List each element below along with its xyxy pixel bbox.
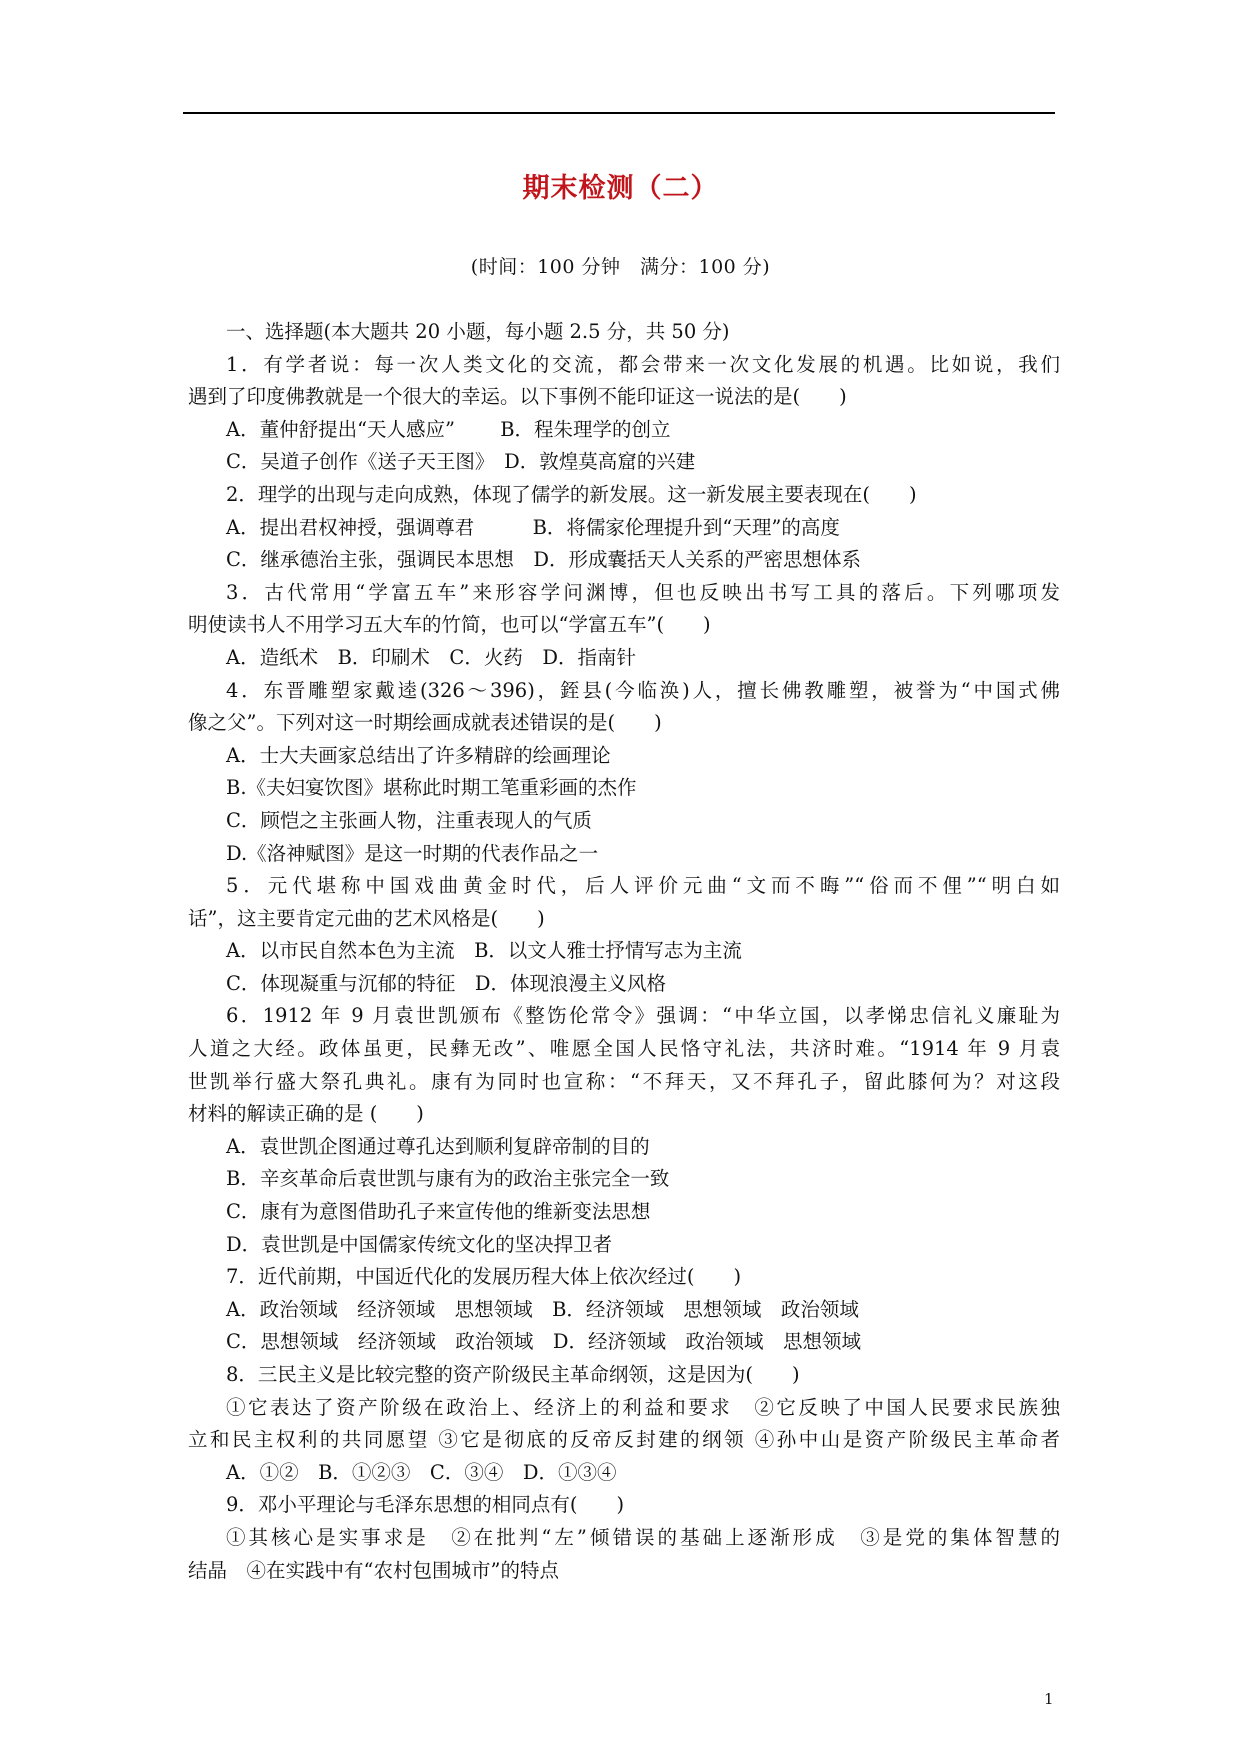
text-line: A．提出君权神授，强调尊君 B．将儒家伦理提升到“天理”的高度 [226, 515, 840, 539]
text-line: 材料的解读正确的是 ( ) [188, 1102, 424, 1126]
text-line: A．士大夫画家总结出了许多精辟的绘画理论 [226, 743, 611, 767]
text-line: C．体现凝重与沉郁的特征 D．体现浪漫主义风格 [226, 971, 667, 995]
page-title: 期末检测（二） [522, 173, 719, 204]
text-line: ①其核心是实事求是 ②在批判“左”倾错误的基础上逐渐形成 ③是党的集体智慧的 [226, 1525, 1060, 1549]
text-line: 9．邓小平理论与毛泽东思想的相同点有( ) [226, 1493, 625, 1517]
question-body [188, 316, 1060, 1587]
text-line: 话”，这主要肯定元曲的艺术风格是( ) [188, 906, 545, 930]
text-line: A．董仲舒提出“天人感应” B．程朱理学的创立 [226, 417, 671, 441]
text-line: 结晶 ④在实践中有“农村包围城市”的特点 [188, 1558, 559, 1582]
text-line: 像之父”。下列对这一时期绘画成就表述错误的是( ) [188, 711, 662, 735]
text-line: A．以市民自然本色为主流 B．以文人雅士抒情写志为主流 [226, 939, 742, 963]
text-line: 世凯举行盛大祭孔典礼。康有为同时也宣称：“不拜天，又不拜孔子，留此膝何为？对这段 [188, 1069, 1060, 1093]
text-line: A．政治领域 经济领域 思想领域 B．经济领域 思想领域 政治领域 [226, 1297, 859, 1321]
text-line: D.《洛神赋图》是这一时期的代表作品之一 [226, 841, 599, 865]
text-line: 一、选择题(本大题共 20 小题，每小题 2.5 分，共 50 分) [226, 320, 730, 343]
text-line: C．吴道子创作《送子天王图》 D．敦煌莫高窟的兴建 [226, 450, 696, 474]
text-line: ①它表达了资产阶级在政治上、经济上的利益和要求 ②它反映了中国人民要求民族独 [226, 1395, 1060, 1419]
text-line: 立和民主权利的共同愿望 ③它是彻底的反帝反封建的纲领 ④孙中山是资产阶级民主革命者 [188, 1428, 1060, 1452]
page-number: 1 [1044, 1690, 1054, 1708]
text-line: 明使读书人不用学习五大车的竹简，也可以“学富五车”( ) [188, 613, 711, 637]
text-line: 7．近代前期，中国近代化的发展历程大体上依次经过( ) [226, 1265, 742, 1289]
text-line: D．袁世凯是中国儒家传统文化的坚决捍卫者 [226, 1232, 613, 1256]
text-line: C．康有为意图借助孔子来宣传他的维新变法思想 [226, 1200, 651, 1224]
text-line: C．顾恺之主张画人物，注重表现人的气质 [226, 808, 592, 832]
text-line: A．袁世凯企图通过尊孔达到顺利复辟帝制的目的 [226, 1134, 650, 1158]
text-line: 1．有学者说：每一次人类文化的交流，都会带来一次文化发展的机遇。比如说，我们 [226, 352, 1060, 376]
text-line: 4．东晋雕塑家戴逵(326～396)，銍县(今临涣)人，擅长佛教雕塑，被誉为“中国式佛 [226, 678, 1060, 702]
text-line: B．辛亥革命后袁世凯与康有为的政治主张完全一致 [226, 1167, 670, 1191]
text-line: A．①② B．①②③ C．③④ D．①③④ [226, 1460, 617, 1484]
text-line: 3．古代常用“学富五车”来形容学问渊博，但也反映出书写工具的落后。下列哪项发 [226, 580, 1060, 604]
text-line: 2．理学的出现与走向成熟，体现了儒学的新发展。这一新发展主要表现在( ) [226, 482, 917, 506]
text-line: B.《夫妇宴饮图》堪称此时期工笔重彩画的杰作 [226, 776, 637, 800]
text-line: 人道之大经。政体虽更，民彝无改”、唯愿全国人民恪守礼法，共济时难。“1914 年 9 月袁 [188, 1037, 1060, 1061]
text-line: 8．三民主义是比较完整的资产阶级民主革命纲领，这是因为( ) [226, 1363, 800, 1386]
text-line: A．造纸术 B．印刷术 C．火药 D．指南针 [226, 645, 636, 669]
text-line: C．思想领域 经济领域 政治领域 D．经济领域 政治领域 思想领域 [226, 1330, 862, 1354]
text-line: C．继承德治主张，强调民本思想 D．形成囊括天人关系的严密思想体系 [226, 548, 862, 572]
header-rule [183, 112, 1055, 114]
exam-info: (时间：100 分钟 满分：100 分) [470, 256, 771, 278]
text-line: 6．1912 年 9 月袁世凯颁布《整饬伦常令》强调：“中华立国，以孝悌忠信礼义廉耻为 [226, 1004, 1060, 1028]
text-line: 遇到了印度佛教就是一个很大的幸运。以下事例不能印证这一说法的是( ) [188, 385, 847, 409]
text-line: 5．元代堪称中国戏曲黄金时代，后人评价元曲“文而不晦”“俗而不俚”“明白如 [226, 874, 1060, 898]
